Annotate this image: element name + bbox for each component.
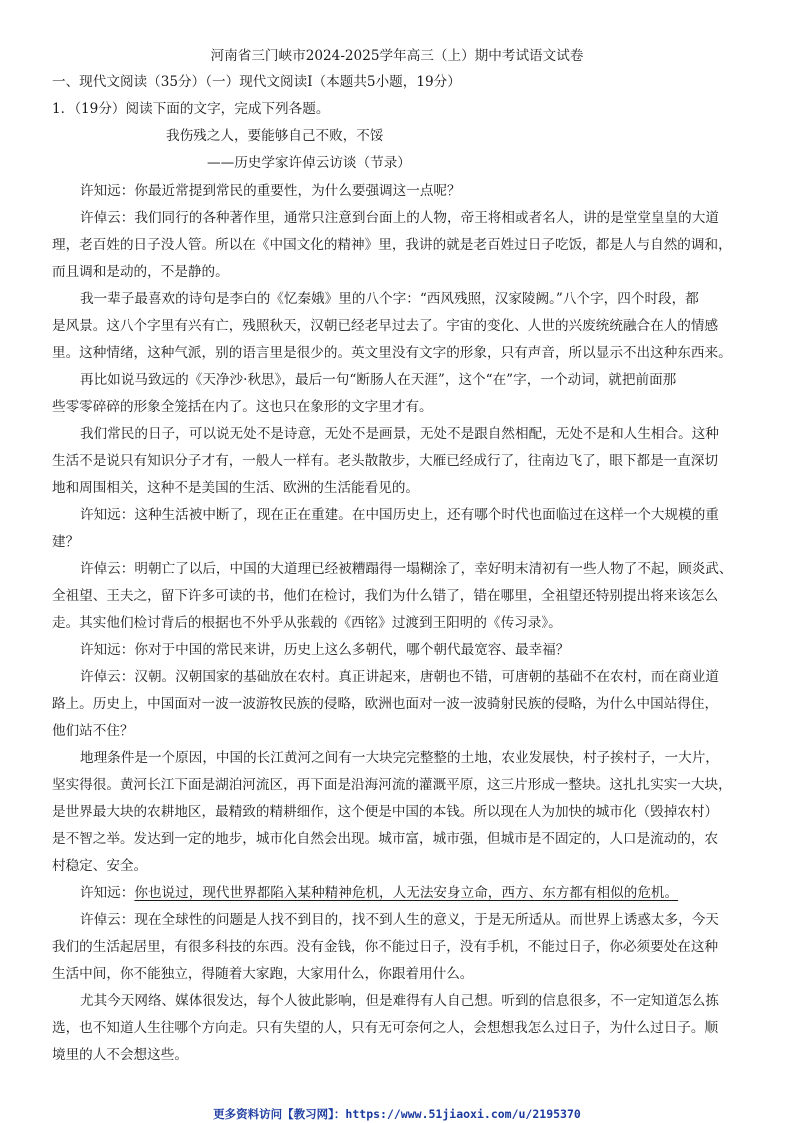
paragraph-line: 许倬云：汉朝。汉朝国家的基础放在农村。真正讲起来，唐朝也不错，可唐朝的基础不在农村，而在商业道 (80, 669, 719, 685)
paragraph-line: 理，老百姓的日子没人管。所以在《中国文化的精神》里，我讲的就是老百姓过日子吃饭，都是人与自然的调和， (52, 237, 732, 253)
paragraph-line (80, 884, 678, 902)
exam-title: 河南省三门峡市2024-2025学年高三（上）期中考试语文试卷 (210, 48, 584, 64)
paragraph-line: 走。其实他们检讨背后的根据也不外乎从张载的《西铭》过渡到王阳明的《传习录》。 (52, 615, 562, 631)
paragraph-line: 建？ (52, 534, 80, 550)
paragraph-line: 路上。历史上，中国面对一波一波游牧民族的侵略，欧洲也面对一波一波骑射民族的侵略，为什么中国站得住， (52, 696, 719, 712)
paragraph-line: 全祖望、王夫之，留下许多可读的书，他们在检讨，我们为什么错了，错在哪里，全祖望还特别提出将来该怎么 (52, 588, 719, 604)
paragraph-line: 坚实得很。黄河长江下面是湖泊河流区，再下面是沿海河流的灌溉平原，这三片形成一整块。这扎扎实实一大块， (52, 777, 732, 793)
paragraph-line: 许倬云：现在全球性的问题是人找不到目的，找不到人生的意义，于是无所适从。而世界上诱惑太多，今天 (80, 912, 719, 928)
article-subtitle: ——历史学家许倬云访谈（节录） (207, 155, 411, 171)
paragraph-line: 尤其今天网络、媒体很发达，每个人彼此影响，但是难得有人自己想。听到的信息很多，不一定知道怎么拣 (80, 993, 719, 1009)
paragraph-line: 而且调和是动的，不是静的。 (52, 264, 229, 280)
speaker-label: 许知远： (80, 885, 135, 901)
paragraph-line: 地和周围相关，这种不是美国的生活、欧洲的生活能看见的。 (52, 480, 420, 496)
paragraph-line: 我一辈子最喜欢的诗句是李白的《忆秦娥》里的八个字：“西风残照，汉家陵阙。”八个字，四个时段，都 (80, 291, 699, 307)
section-heading: 一、现代文阅读（35分）（一）现代文阅读Ⅰ（本题共5小题，19分） (52, 74, 461, 90)
question-instruction: 1．（19分）阅读下面的文字，完成下列各题。 (52, 101, 330, 117)
footer-prefix: 更多资料访问【教习网】： (213, 1107, 346, 1121)
paragraph-line: 生活不是说只有知识分子才有，一般人一样有。老头散散步，大雁已经成行了，往南边飞了，眼下都是一直深切 (52, 453, 719, 469)
paragraph-line: 些零零碎碎的形象全笼括在内了。这也只在象形的文字里才有。 (52, 399, 433, 415)
paragraph-line: 选，也不知道人生往哪个方向走。只有失望的人，只有无可奈何之人，会想想我怎么过日子，为什么过日子。顺 (52, 1020, 719, 1036)
paragraph-line: 里。这种情绪，这种气派，别的语言里是很少的。英文里没有文字的形象，只有声音，所以显示不出这种东西来。 (52, 345, 732, 361)
paragraph-line: 他们站不住？ (52, 723, 134, 739)
paragraph-line: 再比如说马致远的《天净沙·秋思》，最后一句“断肠人在天涯”，这个“在”字，一个动词，就把前面那 (80, 372, 677, 388)
paragraph-line: 许知远：你对于中国的常民来讲，历史上这么多朝代，哪个朝代最宽容、最幸福？ (80, 642, 570, 658)
paragraph-line: 我们常民的日子，可以说无处不是诗意，无处不是画景，无处不是跟自然相配，无处不是和人生相合。这种 (80, 426, 719, 442)
paragraph-line: 许知远：这种生活被中断了，现在正在重建。在中国历史上，还有哪个时代也面临过在这样一个大规模的重 (80, 507, 719, 523)
footer-link[interactable]: https://www.51jiaoxi.com/u/2195370 (345, 1107, 581, 1121)
paragraph-line: 是世界最大块的农耕地区，最精致的精耕细作，这个便是中国的本钱。所以现在人为加快的城市化（毁掉农村） (52, 804, 719, 820)
article-title: 我伤残之人，要能够自己不败，不馁 (166, 128, 384, 144)
paragraph-line: 许倬云：明朝亡了以后，中国的大道理已经被糟蹋得一塌糊涂了，幸好明末清初有一些人物了不起，顾炎武、 (80, 561, 733, 577)
paragraph-line: 生活中间，你不能独立，得随着大家跑，大家用什么，你跟着用什么。 (52, 966, 474, 982)
paragraph-line: 是不智之举。发达到一定的地步，城市化自然会出现。城市富，城市强，但城市是不固定的，人口是流动的，农 (52, 831, 719, 847)
paragraph-line: 是风景。这八个字里有兴有亡，残照秋天，汉朝已经老早过去了。宇宙的变化、人世的兴废统统融合在人的情感 (52, 318, 719, 334)
paragraph-line: 许倬云：我们同行的各种著作里，通常只注意到台面上的人物，帝王将相或者名人，讲的是堂堂皇皇的大道 (80, 210, 719, 226)
paragraph-line: 地理条件是一个原因，中国的长江黄河之间有一大块完完整整的土地，农业发展快，村子挨村子，一大片， (80, 750, 719, 766)
paragraph-line: 村稳定、安全。 (52, 858, 148, 874)
paragraph-line: 我们的生活起居里，有很多科技的东西。没有金钱，你不能过日子，没有手机，不能过日子，你必须要处在这种 (52, 939, 719, 955)
underlined-sentence: 你也说过，现代世界都陷入某种精神危机，人无法安身立命，西方、东方都有相似的危机。 (134, 885, 679, 901)
paragraph-line: 许知远：你最近常提到常民的重要性，为什么要强调这一点呢？ (80, 183, 461, 199)
paragraph-line: 境里的人不会想这些。 (52, 1047, 188, 1063)
footer (0, 1106, 794, 1122)
